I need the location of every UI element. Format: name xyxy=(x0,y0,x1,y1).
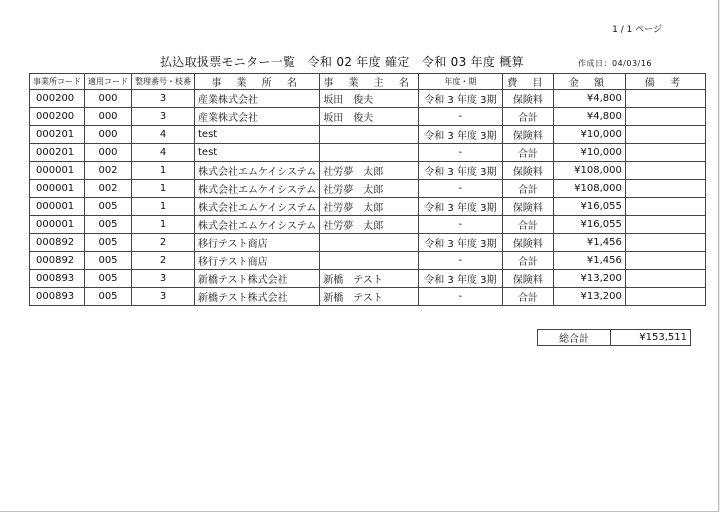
cell-owner-name: 社労夢 太郎 xyxy=(320,180,419,198)
cell-owner-name xyxy=(320,252,419,270)
cell-amount: ¥10,000 xyxy=(553,144,625,162)
cell-cost-item: 合計 xyxy=(502,288,553,306)
cell-remarks xyxy=(625,198,705,216)
table-row xyxy=(30,270,706,288)
cell-cost-item: 合計 xyxy=(502,252,553,270)
grand-total-label: 総合計 xyxy=(538,330,611,346)
cell-remarks xyxy=(625,234,705,252)
cell-ref-number: 1 xyxy=(132,162,195,180)
cell-apply-code: 000 xyxy=(85,144,132,162)
header-amount: 金 額 xyxy=(553,74,625,90)
cell-owner-name xyxy=(320,126,419,144)
cell-owner-name: 社労夢 太郎 xyxy=(320,198,419,216)
cell-remarks xyxy=(625,288,705,306)
cell-amount: ¥16,055 xyxy=(553,198,625,216)
cell-ref-number: 3 xyxy=(132,288,195,306)
header-apply-code: 適用コード xyxy=(85,74,132,90)
cell-office-name: 株式会社エムケイシステム xyxy=(195,198,320,216)
cell-amount: ¥10,000 xyxy=(553,126,625,144)
header-office-code: 事業所コード xyxy=(30,74,85,90)
cell-owner-name: 新橋 テスト xyxy=(320,270,419,288)
cell-amount: ¥16,055 xyxy=(553,216,625,234)
cell-owner-name xyxy=(320,144,419,162)
cell-remarks xyxy=(625,126,705,144)
cell-amount: ¥1,456 xyxy=(553,234,625,252)
cell-cost-item: 合計 xyxy=(502,216,553,234)
header-owner-name: 事 業 主 名 xyxy=(320,74,419,90)
cell-office-code: 000893 xyxy=(30,270,85,288)
table-row xyxy=(30,126,706,144)
cell-remarks xyxy=(625,144,705,162)
table-row xyxy=(30,180,706,198)
header-row xyxy=(30,74,706,90)
cell-owner-name: 坂田 俊夫 xyxy=(320,90,419,108)
cell-ref-number: 3 xyxy=(132,270,195,288)
cell-remarks xyxy=(625,90,705,108)
cell-remarks xyxy=(625,180,705,198)
cell-apply-code: 005 xyxy=(85,198,132,216)
cell-apply-code: 000 xyxy=(85,90,132,108)
table-row xyxy=(30,252,706,270)
grand-total-box xyxy=(537,329,691,346)
header-cost-item: 費 目 xyxy=(502,74,553,90)
cell-remarks xyxy=(625,108,705,126)
cell-office-code: 000200 xyxy=(30,90,85,108)
cell-apply-code: 005 xyxy=(85,288,132,306)
created-date: 作成日：04/03/16 xyxy=(578,59,652,68)
table-row xyxy=(30,234,706,252)
report-title: 払込取扱票モニター一覧 令和 02 年度 確定 令和 03 年度 概算 xyxy=(160,55,524,69)
cell-fiscal-period: 令和 3 年度 3期 xyxy=(418,198,502,216)
cell-office-name: 移行テスト商店 xyxy=(195,252,320,270)
header-fiscal-period: 年度・期 xyxy=(418,74,502,90)
table-row xyxy=(30,108,706,126)
cell-apply-code: 005 xyxy=(85,270,132,288)
cell-amount: ¥1,456 xyxy=(553,252,625,270)
cell-owner-name: 社労夢 太郎 xyxy=(320,162,419,180)
cell-owner-name: 新橋 テスト xyxy=(320,288,419,306)
table-row xyxy=(30,144,706,162)
table-row xyxy=(30,216,706,234)
ledger-table xyxy=(29,73,706,306)
cell-apply-code: 002 xyxy=(85,180,132,198)
cell-cost-item: 保険料 xyxy=(502,270,553,288)
cell-cost-item: 保険料 xyxy=(502,234,553,252)
cell-apply-code: 005 xyxy=(85,216,132,234)
cell-apply-code: 000 xyxy=(85,126,132,144)
cell-cost-item: 合計 xyxy=(502,144,553,162)
header-ref-number: 整理番号・枝番 xyxy=(132,74,195,90)
table-row xyxy=(30,288,706,306)
cell-owner-name: 坂田 俊夫 xyxy=(320,108,419,126)
cell-fiscal-period: - xyxy=(418,252,502,270)
cell-office-name: 産業株式会社 xyxy=(195,90,320,108)
cell-remarks xyxy=(625,216,705,234)
cell-office-name: 株式会社エムケイシステム xyxy=(195,180,320,198)
cell-cost-item: 合計 xyxy=(502,180,553,198)
cell-office-code: 000200 xyxy=(30,108,85,126)
cell-office-name: 株式会社エムケイシステム xyxy=(195,216,320,234)
grand-total-value: ¥153,511 xyxy=(611,330,691,346)
cell-cost-item: 保険料 xyxy=(502,90,553,108)
cell-office-name: test xyxy=(195,144,320,162)
cell-cost-item: 保険料 xyxy=(502,198,553,216)
cell-amount: ¥4,800 xyxy=(553,108,625,126)
cell-owner-name: 社労夢 太郎 xyxy=(320,216,419,234)
cell-office-code: 000001 xyxy=(30,162,85,180)
cell-office-name: 新橋テスト株式会社 xyxy=(195,270,320,288)
cell-office-code: 000892 xyxy=(30,252,85,270)
header-remarks: 備 考 xyxy=(625,74,705,90)
cell-fiscal-period: 令和 3 年度 3期 xyxy=(418,162,502,180)
cell-cost-item: 保険料 xyxy=(502,126,553,144)
page-number: 1 / 1 ページ xyxy=(612,25,662,35)
cell-fiscal-period: - xyxy=(418,108,502,126)
cell-ref-number: 4 xyxy=(132,126,195,144)
cell-ref-number: 1 xyxy=(132,198,195,216)
table-row xyxy=(30,198,706,216)
cell-ref-number: 3 xyxy=(132,108,195,126)
cell-fiscal-period: 令和 3 年度 3期 xyxy=(418,234,502,252)
cell-fiscal-period: - xyxy=(418,288,502,306)
cell-office-code: 000892 xyxy=(30,234,85,252)
cell-office-code: 000001 xyxy=(30,198,85,216)
cell-fiscal-period: - xyxy=(418,180,502,198)
cell-office-name: 新橋テスト株式会社 xyxy=(195,288,320,306)
cell-office-name: 移行テスト商店 xyxy=(195,234,320,252)
cell-fiscal-period: 令和 3 年度 3期 xyxy=(418,126,502,144)
cell-ref-number: 1 xyxy=(132,180,195,198)
cell-amount: ¥4,800 xyxy=(553,90,625,108)
cell-cost-item: 合計 xyxy=(502,108,553,126)
cell-amount: ¥13,200 xyxy=(553,288,625,306)
cell-amount: ¥108,000 xyxy=(553,180,625,198)
cell-ref-number: 2 xyxy=(132,252,195,270)
table-row xyxy=(30,162,706,180)
cell-remarks xyxy=(625,252,705,270)
cell-office-code: 000893 xyxy=(30,288,85,306)
cell-ref-number: 1 xyxy=(132,216,195,234)
cell-remarks xyxy=(625,162,705,180)
cell-office-code: 000001 xyxy=(30,216,85,234)
cell-apply-code: 005 xyxy=(85,234,132,252)
cell-ref-number: 3 xyxy=(132,90,195,108)
cell-office-code: 000201 xyxy=(30,144,85,162)
cell-office-code: 000201 xyxy=(30,126,85,144)
cell-fiscal-period: - xyxy=(418,144,502,162)
cell-fiscal-period: 令和 3 年度 3期 xyxy=(418,270,502,288)
cell-owner-name xyxy=(320,234,419,252)
cell-office-code: 000001 xyxy=(30,180,85,198)
cell-apply-code: 005 xyxy=(85,252,132,270)
cell-fiscal-period: 令和 3 年度 3期 xyxy=(418,90,502,108)
cell-remarks xyxy=(625,270,705,288)
cell-office-name: test xyxy=(195,126,320,144)
table-row xyxy=(30,90,706,108)
cell-amount: ¥108,000 xyxy=(553,162,625,180)
cell-ref-number: 4 xyxy=(132,144,195,162)
cell-fiscal-period: - xyxy=(418,216,502,234)
cell-amount: ¥13,200 xyxy=(553,270,625,288)
header-office-name: 事 業 所 名 xyxy=(195,74,320,90)
cell-apply-code: 000 xyxy=(85,108,132,126)
cell-office-name: 産業株式会社 xyxy=(195,108,320,126)
cell-office-name: 株式会社エムケイシステム xyxy=(195,162,320,180)
cell-ref-number: 2 xyxy=(132,234,195,252)
cell-apply-code: 002 xyxy=(85,162,132,180)
cell-cost-item: 保険料 xyxy=(502,162,553,180)
